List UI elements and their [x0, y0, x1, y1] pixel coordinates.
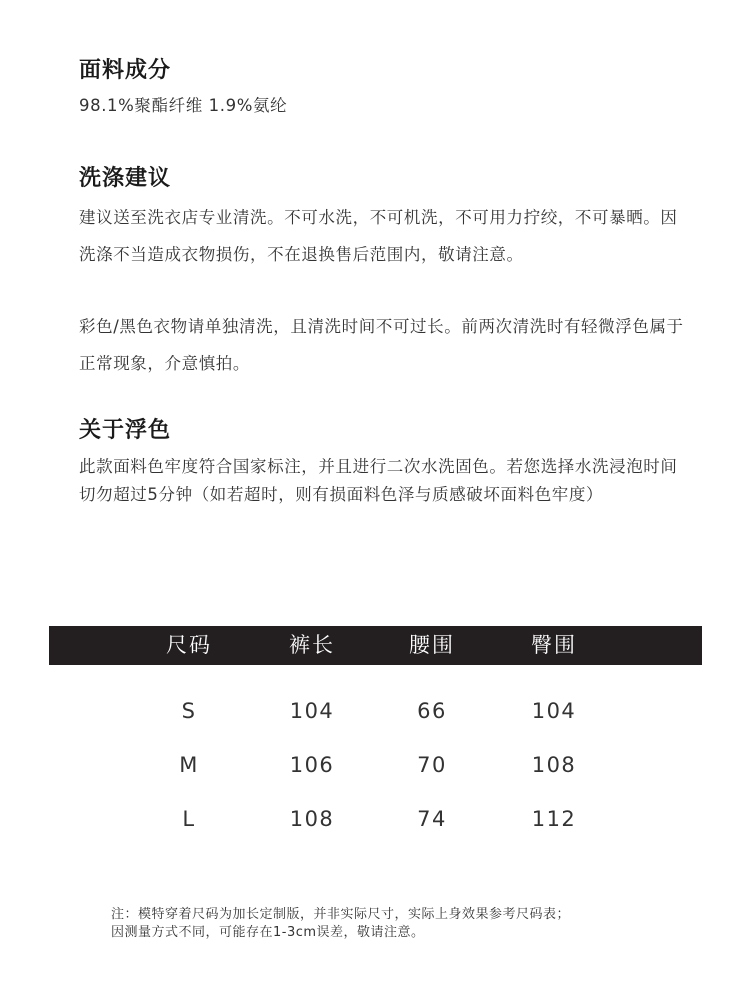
fabric-composition-text: 98.1%聚酯纤维 1.9%氨纶	[79, 96, 288, 115]
length-cell: 108	[289, 807, 335, 831]
length-header: 裤长	[289, 633, 335, 657]
length-cell: 106	[289, 753, 335, 777]
size-header: 尺码	[166, 633, 212, 657]
size-note-line-1: 注：模特穿着尺码为加长定制版，并非实际尺寸，实际上身效果参考尺码表；	[111, 907, 571, 922]
hip-cell: 104	[531, 699, 577, 723]
waist-header: 腰围	[409, 633, 455, 657]
table-row	[49, 799, 702, 839]
table-row	[49, 691, 702, 731]
length-cell: 104	[289, 699, 335, 723]
waist-cell: 70	[417, 753, 447, 777]
size-cell: L	[182, 807, 196, 831]
table-row	[49, 745, 702, 785]
waist-cell: 74	[417, 807, 447, 831]
hip-cell: 112	[531, 807, 577, 831]
size-cell: S	[181, 699, 197, 723]
hip-cell: 108	[531, 753, 577, 777]
fabric-section-title: 面料成分	[79, 58, 172, 83]
hip-header: 臀围	[531, 633, 577, 657]
size-cell: M	[179, 753, 199, 777]
size-table-header	[49, 626, 702, 665]
colorfast-section-title: 关于浮色	[79, 418, 172, 443]
waist-cell: 66	[417, 699, 447, 723]
care-color-warning-text: 彩色/黑色衣物请单独清洗，且清洗时间不可过长。前两次清洗时有轻微浮色属于正常现象，介意慎拍。	[79, 317, 684, 373]
size-note-line-2: 因测量方式不同，可能存在1-3cm误差，敬请注意。	[111, 925, 425, 940]
care-instructions-text: 建议送至洗衣店专业清洗。不可水洗，不可机洗，不可用力拧绞，不可暴晒。因洗涤不当造成衣物损伤，不在退换售后范围内，敬请注意。	[79, 208, 678, 264]
colorfast-text: 此款面料色牢度符合国家标注，并且进行二次水洗固色。若您选择水洗浸泡时间切勿超过5分钟（如若超时，则有损面料色泽与质感破坏面料色牢度）	[79, 457, 678, 504]
care-section-title: 洗涤建议	[79, 166, 172, 191]
